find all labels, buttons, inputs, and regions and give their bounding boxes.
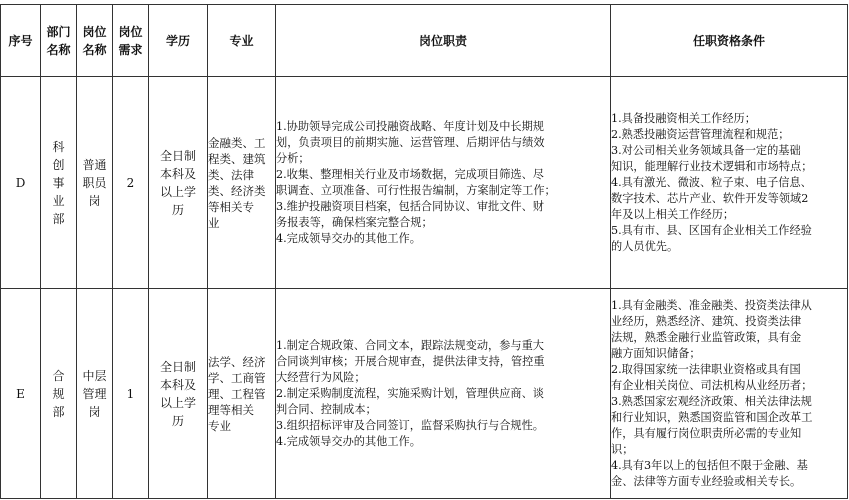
header-education: 学历 [149,5,208,77]
seq-cell: E [1,289,41,499]
table-row [1,77,848,289]
header-duties: 岗位职责 [276,5,611,77]
header-seq: 序号 [1,5,41,77]
header-count: 岗位 需求 [113,5,149,77]
education-cell: 全日制 本科及 以上学 历 [149,289,208,499]
major-cell: 法学、经济 学、工商管 理、工程管 理等相关 专业 [208,289,276,499]
header-row [1,5,848,77]
dept-cell: 科 创 事 业 部 [41,77,77,289]
post-cell: 中层 管理 岗 [77,289,113,499]
education-cell: 全日制 本科及 以上学 历 [149,77,208,289]
count-cell: 2 [113,77,149,289]
requirements-cell: 1.具备投融资相关工作经历； 2.熟悉投融资运营管理流程和规范； 3.对公司相关业务领域具备一定的基础 知识，能理解行业技术逻辑和市场特点； 4.具有激光、微波、粒子束、电子信息、 数字技术、芯片产业、软件开发等领域2 年及以上相关工作经历； 5.具有市、县、区国有企业相关工作经验 的人员优先。 [611,77,848,289]
duties-cell: 1.制定合规政策、合同文本，跟踪法规变动，参与重大 合同谈判审核；开展合规审查，提供法律支持，管控重 大经营行为风险； 2.制定采购制度流程，实施采购计划，管理供应商、谈 判合同、控制成本； 3.组织招标评审及合同签订，监督采购执行与合规性。 4.完成领导交办的其他工作。 [276,289,611,499]
header-requirements: 任职资格条件 [611,5,848,77]
post-cell: 普通 职员 岗 [77,77,113,289]
table-row [1,289,848,499]
header-dept: 部门 名称 [41,5,77,77]
count-cell: 1 [113,289,149,499]
job-table [0,4,848,499]
header-major: 专业 [208,5,276,77]
duties-cell: 1.协助领导完成公司投融资战略、年度计划及中长期规 划，负责项目的前期实施、运营管理、后期评估与绩效 分析； 2.收集、整理相关行业及市场数据，完成项目筛选、尽 职调查、立项准备、可行性报告编制，方案制定等工作； 3.维护投融资项目档案，包括合同协议、审批文件、财 务报表等，确保档案完整合规； 4.完成领导交办的其他工作。 [276,77,611,289]
header-post: 岗位 名称 [77,5,113,77]
major-cell: 金融类、工 程类、建筑 类、法律 类、经济类 等相关专 业 [208,77,276,289]
dept-cell: 合 规 部 [41,289,77,499]
requirements-cell: 1.具有金融类、准金融类、投资类法律从 业经历，熟悉经济、建筑、投资类法律 法规，熟悉金融行业监管政策，具有金 融方面知识储备； 2.取得国家统一法律职业资格或具有国 有企业相关岗位、司法机构从业经历者； 3.熟悉国家宏观经济政策、相关法律法规 和行业知识，熟悉国资监管和国企改革工 作，具有履行岗位职责所必需的专业知 识； 4.具有3年以上的包括但不限于金融、基 金、法律等方面专业经验或相关专长。 [611,289,848,499]
seq-cell: D [1,77,41,289]
